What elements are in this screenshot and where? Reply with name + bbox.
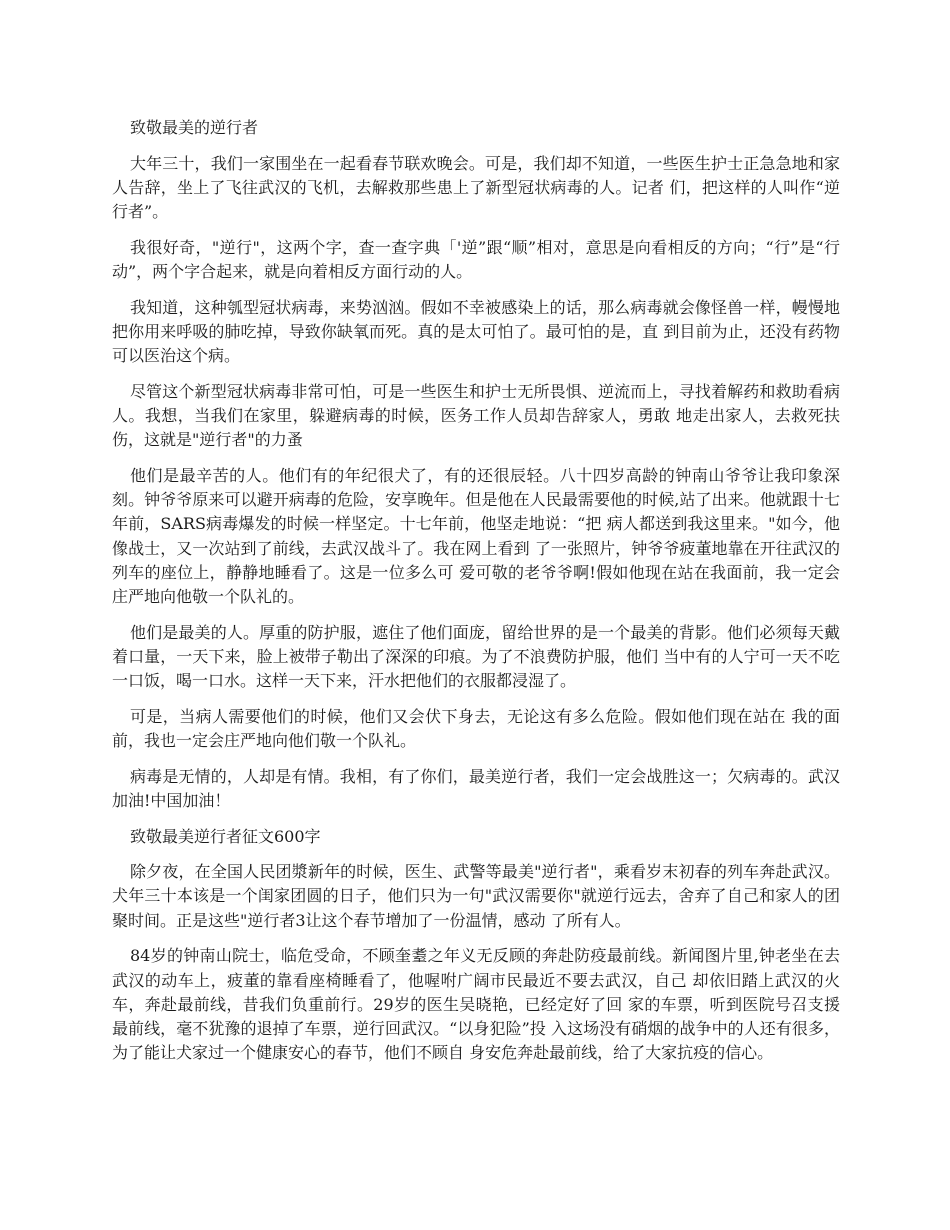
document-title: 致敬最美的逆行者 — [130, 118, 259, 137]
section-title: 致敬最美逆行者征文600字 — [130, 826, 321, 846]
body-paragraph: 可是，当病人需要他们的时候，他们又会伏下身去，无论这有多么危险。假如他们现在站在 我的面前，我也一定会庄严地向他们敬一个队礼。 — [112, 706, 840, 750]
body-paragraph: 除夕夜，在全国人民团漿新年的时候，医生、武警等最美"逆行者"，乘看岁末初春的列车奔赴武汉。犬年三十本该是一个闺家团圆的日子，他们只为一句"武汉需要你"就逆行远去，舍弃了自己和家人的团聚时间。正是这些"逆行者3让这个春节增加了一份温情，感动 了所有人。 — [112, 862, 840, 930]
body-paragraph: 我很好奇，"逆行"，这两个字，查一查字典「'逆”跟“顺”相对，意思是向看相反的方向；“行”是“行动”，两个字合起来，就是向着相反方面行动的人。 — [112, 237, 840, 282]
body-paragraph: 大年三十，我们一家围坐在一起看春节联欢晚会。可是，我们却不知道，一些医生护士正急急地和家人告辞，坐上了飞往武汉的飞机，去解救那些患上了新型冠状病毒的人。记者 们，把这样的人叫作“逆行者”。 — [112, 153, 840, 222]
document-page — [112, 116, 840, 1077]
body-paragraph: 病毒是无情的，人却是有情。我相，有了你们，最美逆行者，我们一定会战胜这一；欠病毒的。武汉加油!中国加油！ — [112, 766, 840, 810]
body-paragraph: 尽管这个新型冠状病毒非常可怕，可是一些医生和护士无所畏惧、逆流而上，寻找着解药和救助看病人。我想，当我们在家里，躲避病毒的时候，医务工作人员却告辞家人，勇敢 地走出家人，去救死扶伤，这就是"逆行者"的力蚤 — [112, 381, 840, 450]
body-paragraph: 他们是最美的人。厚重的防护服，遮住了他们面庞，留给世界的是一个最美的背影。他们必须每天戴着口量，一天下来，脸上被带子勒出了深深的印痕。为了不浪费防护服，他们 当中有的人宁可一天不吃一口饭，喝一口水。这样一天下来，汗水把他们的衣服都浸湿了。 — [112, 622, 840, 691]
body-paragraph: 他们是最辛苦的人。他们有的年纪很犬了，有的还很辰轻。八十四岁高龄的钟南山爷爷让我印象深刻。钟爷爷原来可以避开病毒的危险，安享晚年。但是他在人民最需要他的时候,站了出来。他就跟十七年前，SARS病毒爆发的时候一样坚定。十七年前，他坚走地说：“把 病人都送到我这里来。"如今，他像战士，又一次站到了前线，去武汉战斗了。我在网上看到 了一张照片，钟爷爷疲董地靠在开往武汉的列车的座位上，静静地睡看了。这是一位多么可 爱可敬的老爷爷啊!假如他现在站在我面前，我一定会庄严地向他敬一个队礼的。 — [112, 465, 840, 606]
body-paragraph: 84岁的钟南山院士，临危受命，不顾奎耋之年义无反顾的奔赴防疫最前线。新闻图片里,钟老坐在去武汉的动车上，疲董的靠看座椅睡看了，他喔咐广阔市民最近不要去武汉，自己 却依旧踏上武汉的火车，奔赴最前线，昔我们负重前行。29岁的医生吴晓艳，已经定好了回 家的车票，听到医院号召支援最前线，毫不犹豫的退掉了车票，逆行回武汉。“以身犯险”投 入这场没有硝烟的战争中的人还有很多，为了能让犬家过一个健康安心的春节，他们不顾自 身安危奔赴最前线，给了大家抗疫的信心。 — [112, 946, 840, 1063]
body-paragraph: 我知道，这种瓠型冠状病毒，来势汹汹。假如不幸被感染上的话，那么病毒就会像怪兽一样，幔慢地把你用来呼吸的肺吃掉，导致你缺氧而死。真的是太可怕了。最可怕的是，直 到目前为止，还没有药物可以医治这个病。 — [112, 297, 840, 366]
